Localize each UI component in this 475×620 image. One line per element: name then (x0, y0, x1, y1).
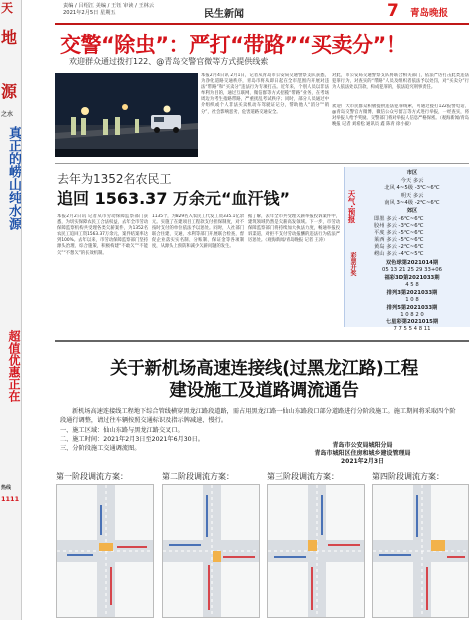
phase-1-title: 第一阶段调流方案： (56, 472, 128, 481)
ad-glyph-3: 源 (1, 82, 18, 101)
weather-today: 今天 多云 (400, 178, 424, 184)
notice-signature-2: 青岛市城阳区住房和城乡建设管理局 (314, 450, 411, 457)
lottery-item: 7 7 5 5 4 8 11 (393, 326, 431, 332)
lottery-item: 排列3第2021033期 (386, 290, 438, 296)
notice-headline-line-2: 建设施工及道路调流通告 (169, 381, 359, 401)
ad-glyph-1: 天 (1, 1, 14, 15)
header-rule (55, 23, 469, 25)
weather-line-3: 南风 3~4级 -2℃~6℃ (384, 200, 440, 206)
phase-4-traffic-diagram (372, 484, 469, 618)
story2-headline: 追回 1563.37 万余元“血汗钱” (57, 189, 291, 208)
weather-row: 莱西 多云 -5℃~6℃ (374, 237, 424, 243)
weather-row: 平度 多云 -5℃~6℃ (374, 230, 424, 236)
story1-column-1: 本报2月4日讯 2月1日，记者从青岛市公安局交通警察支队获悉，为净化道路交通秩序，青岛市将从即日起在全市范围内开展对违法“带路”和“买卖分”违法行为专项打击。近年来，个别人员以非法牟利为目的，通过互联网、微信群等方式招揽“带路”业务，在考场周边为考生指路带路，严重扰乱考试秩序；同时，部分人员通过中介组织或个人非法买卖机动车驾驶证记分，帮助他人“消分”“销分”，社会影响恶劣，危害道路交通安全。 (201, 73, 329, 115)
notice-item-1: 一、施工区域：仙山东路与黑龙江路交叉口。 (60, 427, 184, 434)
issue-date: 2021年2月5日 星期五 (63, 10, 116, 16)
editors-line: 责编 / 吕绍江 美编 / 王钰 审读 / 王林云 (63, 3, 155, 9)
page-number: 7 (387, 1, 399, 21)
ad-tag: 热线 (1, 485, 12, 491)
weather-row: 胶州 多云 -3℃~6℃ (374, 223, 424, 229)
lottery-item: 1 0 8 (405, 297, 419, 303)
story1-column-3: 欢迎广大市民群众积极提供违法犯罪线索，可通过拨打122报警电话、@青岛交警官方微博、微信公众号留言等方式进行举报，一经查实，将对举报人给予奖励。交警部门将对举报人信息严格保密。（观海新闻/青岛晚报 记者 刘希松 通讯员 鑫 陈青 徐小毅） (332, 104, 469, 128)
story2-column-1: 本报2月2日讯 记者从市劳动保障监察部门获悉，为切实保障农民工合法权益，去年全市劳动保障监察机构共受理各类欠薪案件，为1352名农民工追回工资1563.37万余元，案件结案率达到100%。去年以来，市劳动保障监察部门坚持源头治理、综合施策，积极构建“不敢欠”“不能欠”“不想欠”的长效机制。 (57, 214, 148, 256)
story2-column-3: 据了解，去年全市共受理欠薪举报投诉案件中，建筑领域仍然是欠薪高发领域。下一步，市劳动保障监察部门将持续加大执法力度，畅通举报投诉渠道，对拒不支付劳动报酬的违法行为依法严厉惩处。（观海新闻/青岛晚报 记者 王涛） (248, 214, 340, 244)
ad-glyph-2: 地 (1, 28, 18, 47)
weather-tag: 天气·预报 (347, 190, 356, 223)
lottery-item: 1 0 8 2 0 (400, 312, 424, 318)
newspaper-brand: 青岛晚报 (410, 8, 449, 19)
ad-vertical-slogan: 真正的崂山纯水源 (6, 126, 21, 230)
story1-headline: 交警“除虫”：严打“带路”“买卖分”！ (60, 33, 407, 57)
night-checkpoint-photo (55, 73, 198, 157)
weather-city: 市区 (406, 170, 418, 176)
weather-line-2: 明天 多云 (400, 193, 424, 199)
lottery-item: 七星彩第2021015期 (385, 319, 439, 325)
lottery-item: 福彩3D第2021033期 (384, 275, 440, 281)
weather-row: 黄岛 多云 -2℃~6℃ (374, 244, 424, 250)
story2-column-2: 1135个，为829名入农民工代发工资335.1亿余元。实施了在建项目工程款支付担保制度，对不按时支付的单位依法予以惩处。同时，人社部门联合住建、交通、水利等部门开展联合检查，督促企业落实实名制、分账制、保证金等各项制度，从源头上预防和减少欠薪问题的发生。 (152, 214, 244, 250)
weather-row: 即墨 多云 -6℃~6℃ (374, 216, 424, 222)
notice-item-2: 二、施工时间：2021年2月3日至2021年6月30日。 (60, 436, 204, 443)
weather-line-1: 北风 4~5级 -3℃~6℃ (384, 185, 440, 191)
side-advertisement (0, 0, 22, 620)
lottery-item: 4 5 8 (405, 282, 419, 288)
notice-signature-1: 青岛市公安局城阳分局 (332, 442, 393, 449)
notice-signature-date: 2021年2月3日 (340, 458, 385, 465)
header-meta (63, 3, 154, 17)
phase-3-title: 第三阶段调流方案： (267, 472, 339, 481)
phase-3-traffic-diagram (267, 484, 365, 618)
weather-row: 崂山 多云 -4℃~5℃ (374, 251, 424, 257)
ad-note: 之水 (1, 111, 14, 118)
story2-kicker: 去年为1352名农民工 (57, 172, 172, 186)
notice-headline-line-1: 关于新机场高速连接线(过黑龙江路)工程 (110, 359, 418, 379)
section-title: 民生新闻 (204, 9, 244, 20)
story1-column-2: 对此，市公安局交通警察支队将联合相关部门，依法严厉打击此类违法犯罪行为，对查实的“带路”人员及组织者依法予以处罚，对“买卖分”行为人依法处以罚款，构成犯罪的，依法追究刑事责任。 (332, 73, 469, 91)
ad-promo: 超值优惠正在 (7, 330, 21, 402)
phase-4-title: 第四阶段调流方案： (372, 472, 444, 481)
lottery-item: 排列5第2021033期 (386, 305, 438, 311)
lottery-tag: 彩票开奖 (349, 252, 356, 276)
ad-phone: 1111 (1, 495, 20, 503)
phase-1-traffic-diagram (56, 484, 154, 618)
story-divider-2 (55, 340, 469, 342)
story-divider-1 (55, 163, 469, 164)
phase-2-title: 第二阶段调流方案： (162, 472, 234, 481)
phase-2-traffic-diagram (162, 484, 260, 618)
lottery-item: 05 13 21 25 29 33+06 (381, 267, 443, 273)
story1-subhead: 欢迎群众通过拨打122、@青岛交警官微等方式提供线索 (69, 57, 269, 66)
weather-region: 郊区 (406, 208, 418, 214)
notice-intro: 新机场高速连接线工程地下综合管线横穿黑龙江路段道路，需占用黑龙江路一仙山东路段口部分道路进行分阶段施工。施工期间将采取四个阶段通行调整，请过往车辆按照交通标识及指示牌减速、慢行。 (60, 408, 456, 424)
notice-item-3: 三、分阶段施工交通调流图。 (60, 445, 141, 452)
lottery-item: 双色球第2021014期 (385, 260, 439, 266)
